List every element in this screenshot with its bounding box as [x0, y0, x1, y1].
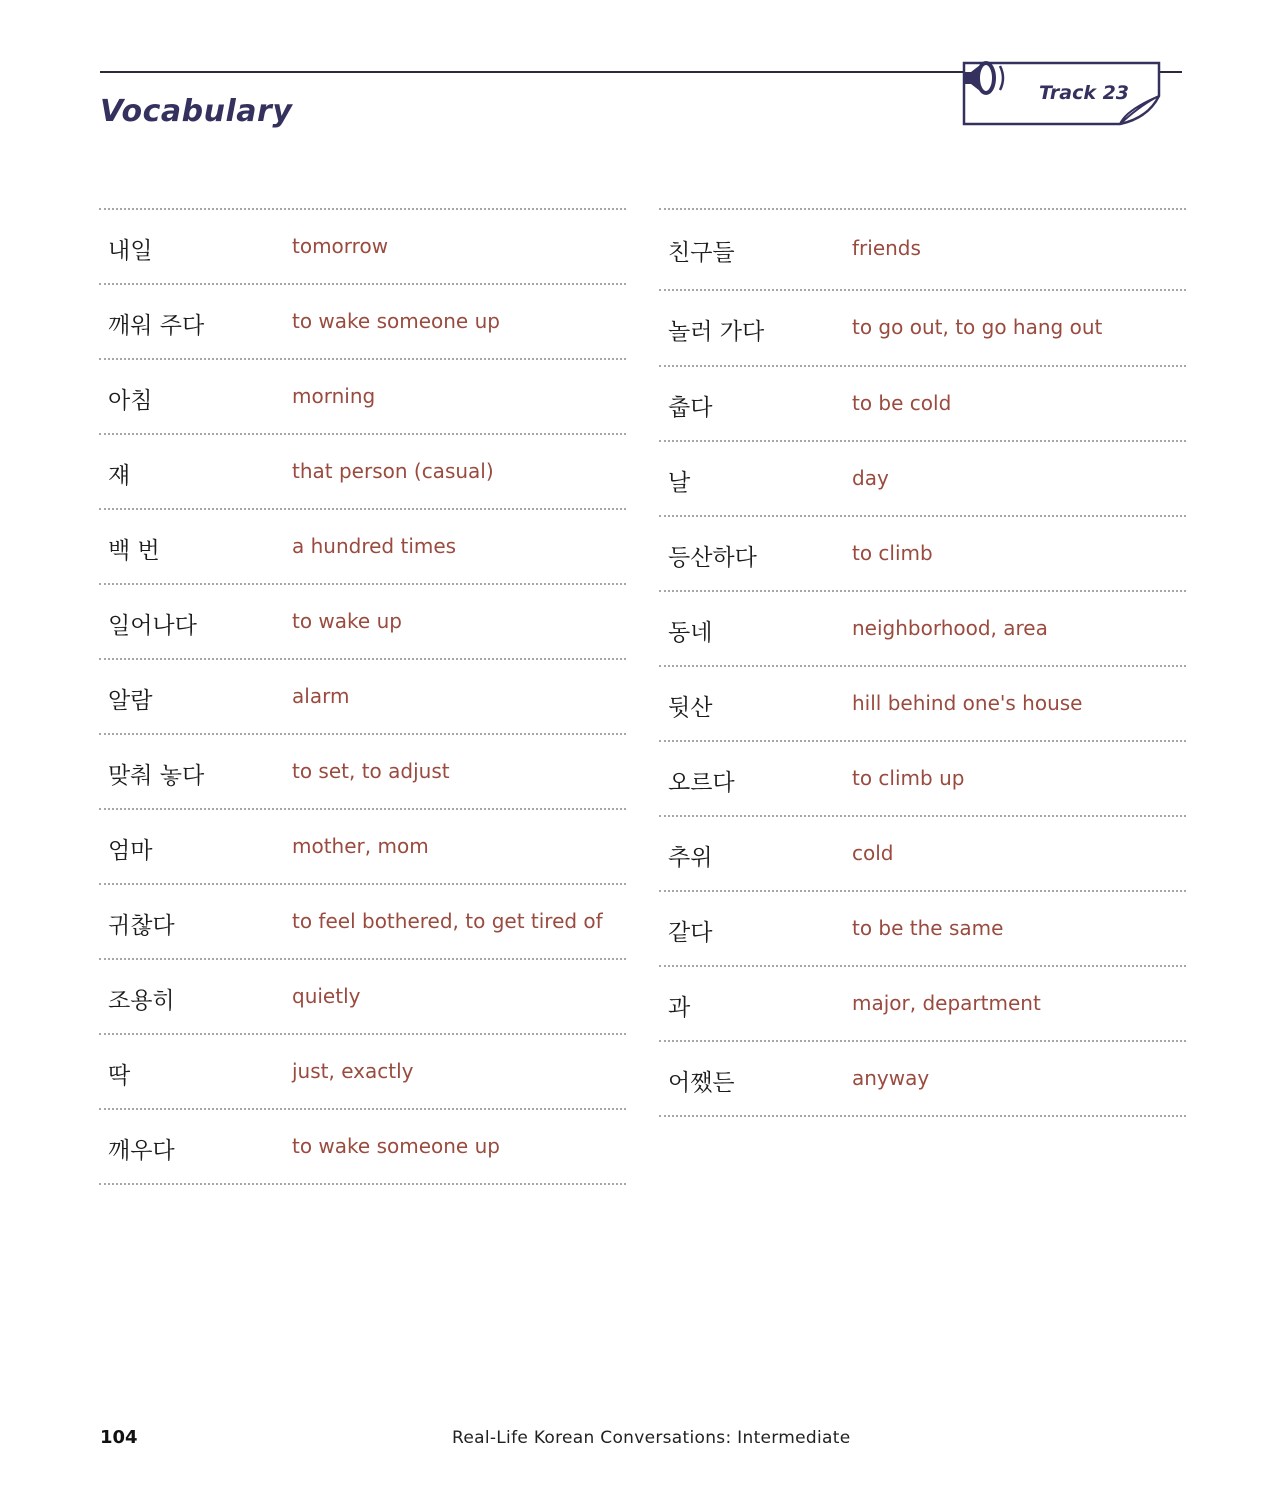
vocab-row — [659, 289, 1186, 365]
english-meaning: alarm — [292, 684, 350, 708]
english-meaning: to be the same — [852, 916, 1004, 940]
vocab-row — [99, 733, 626, 808]
korean-word: 딱 — [108, 1063, 131, 1089]
english-meaning: day — [852, 466, 889, 490]
english-meaning: to go out, to go hang out — [852, 315, 1103, 339]
english-meaning: to feel bothered, to get tired of — [292, 909, 603, 933]
korean-word: 추위 — [668, 845, 713, 871]
korean-word: 어쨌든 — [668, 1070, 735, 1096]
english-meaning: hill behind one's house — [852, 691, 1083, 715]
vocab-row — [99, 208, 626, 283]
vocab-row — [99, 433, 626, 508]
english-meaning: to climb up — [852, 766, 965, 790]
vocab-row — [659, 965, 1186, 1040]
korean-word: 놀러 가다 — [668, 319, 765, 345]
page-title: Vocabulary — [100, 94, 293, 129]
vocab-row — [659, 365, 1186, 440]
vocab-row — [659, 815, 1186, 890]
korean-word: 날 — [668, 470, 691, 496]
korean-word: 깨우다 — [108, 1138, 175, 1164]
korean-word: 과 — [668, 995, 691, 1021]
english-meaning: a hundred times — [292, 534, 457, 558]
english-meaning: that person (casual) — [292, 459, 494, 483]
vocab-row — [659, 665, 1186, 740]
english-meaning: to set, to adjust — [292, 759, 450, 783]
vocab-row — [99, 883, 626, 958]
vocab-row — [659, 515, 1186, 590]
korean-word: 쟤 — [108, 463, 131, 489]
english-meaning: quietly — [292, 984, 361, 1008]
vocab-row — [659, 1040, 1186, 1117]
vocab-row — [99, 508, 626, 583]
english-meaning: anyway — [852, 1066, 930, 1090]
vocab-row — [99, 583, 626, 658]
vocab-row — [659, 208, 1186, 289]
korean-word: 귀찮다 — [108, 913, 175, 939]
vocab-row — [659, 740, 1186, 815]
korean-word: 뒷산 — [668, 695, 713, 721]
vocab-row — [99, 358, 626, 433]
vocab-row — [659, 590, 1186, 665]
korean-word: 내일 — [108, 238, 153, 264]
english-meaning: mother, mom — [292, 834, 429, 858]
english-meaning: just, exactly — [292, 1059, 414, 1083]
track-label: Track 23 — [1039, 82, 1130, 104]
vocab-row — [99, 1108, 626, 1185]
korean-word: 아침 — [108, 388, 153, 414]
vocab-row — [659, 440, 1186, 515]
vocab-row — [99, 1033, 626, 1108]
english-meaning: to climb — [852, 541, 933, 565]
track-badge[interactable] — [962, 60, 1162, 128]
korean-word: 같다 — [668, 920, 713, 946]
korean-word: 조용히 — [108, 988, 175, 1014]
english-meaning: morning — [292, 384, 376, 408]
english-meaning: cold — [852, 841, 894, 865]
english-meaning: to be cold — [852, 391, 952, 415]
vocabulary-column-left — [99, 208, 626, 1185]
english-meaning: major, department — [852, 991, 1041, 1015]
vocabulary-column-right — [659, 208, 1186, 1117]
korean-word: 등산하다 — [668, 545, 757, 571]
korean-word: 알람 — [108, 688, 153, 714]
vocab-row — [99, 283, 626, 358]
english-meaning: friends — [852, 236, 921, 260]
korean-word: 엄마 — [108, 838, 153, 864]
vocab-row — [659, 890, 1186, 965]
korean-word: 일어나다 — [108, 613, 197, 639]
vocab-row — [99, 958, 626, 1033]
english-meaning: to wake someone up — [292, 1134, 500, 1158]
korean-word: 친구들 — [668, 240, 735, 266]
korean-word: 백 번 — [108, 538, 160, 564]
page-number: 104 — [100, 1427, 138, 1448]
vocab-row — [99, 808, 626, 883]
english-meaning: to wake someone up — [292, 309, 500, 333]
korean-word: 오르다 — [668, 770, 735, 796]
vocab-row — [99, 658, 626, 733]
speaker-icon — [962, 60, 1008, 96]
korean-word: 동네 — [668, 620, 713, 646]
english-meaning: to wake up — [292, 609, 402, 633]
english-meaning: neighborhood, area — [852, 616, 1048, 640]
book-title: Real-Life Korean Conversations: Intermediate — [452, 1428, 851, 1448]
english-meaning: tomorrow — [292, 234, 389, 258]
korean-word: 깨워 주다 — [108, 313, 205, 339]
korean-word: 맞춰 놓다 — [108, 763, 205, 789]
korean-word: 춥다 — [668, 395, 713, 421]
